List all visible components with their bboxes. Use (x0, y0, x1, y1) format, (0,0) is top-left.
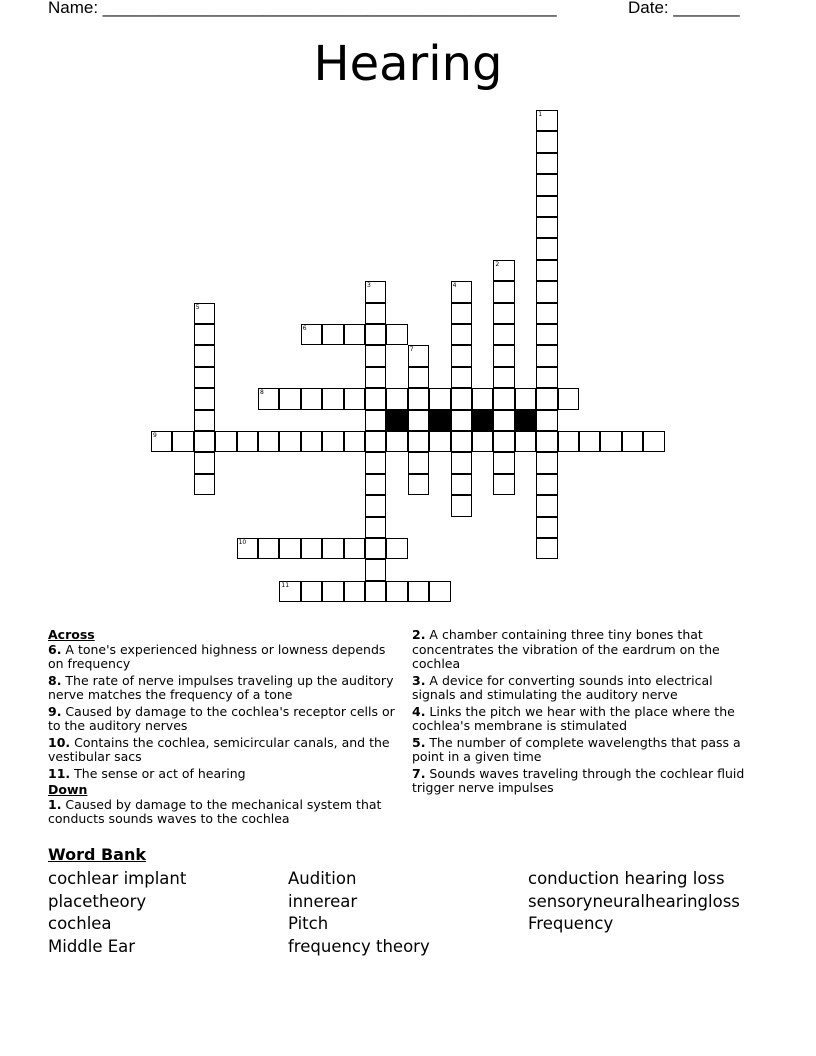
grid-cell[interactable] (215, 431, 236, 452)
grid-cell[interactable] (258, 538, 279, 559)
grid-cell[interactable] (451, 452, 472, 473)
clue-text: A chamber containing three tiny bones that concentrates the vibration of the eardrum on the cochlea (412, 627, 720, 671)
grid-cell[interactable] (493, 345, 514, 366)
grid-cell[interactable] (386, 388, 407, 409)
grid-cell[interactable] (365, 538, 386, 559)
grid-cell[interactable] (493, 452, 514, 473)
grid-cell[interactable] (301, 581, 322, 602)
grid-cell[interactable] (365, 410, 386, 431)
grid-cell[interactable] (451, 431, 472, 452)
grid-cell[interactable] (365, 281, 386, 302)
clue-num: 8. (48, 672, 62, 688)
grid-cell[interactable] (429, 431, 450, 452)
clue-item (412, 767, 758, 796)
grid-cell[interactable] (279, 538, 300, 559)
grid-cell[interactable] (365, 431, 386, 452)
clue-num: 2. (412, 627, 426, 642)
grid-cell[interactable] (536, 538, 557, 559)
grid-cell[interactable] (194, 410, 215, 431)
clue-num: 6. (48, 641, 62, 657)
clue-number: 7 (409, 346, 414, 354)
grid-cell[interactable] (493, 431, 514, 452)
clue-num: 10. (48, 734, 71, 750)
grid-cell[interactable] (344, 581, 365, 602)
grid-cell[interactable] (493, 388, 514, 409)
grid-cell[interactable] (344, 538, 365, 559)
grid-cell[interactable] (536, 367, 557, 388)
word-bank-item: sensoryneuralhearingloss (528, 891, 740, 911)
clue-num: 3. (412, 672, 426, 688)
grid-cell[interactable] (451, 345, 472, 366)
grid-cell[interactable] (386, 431, 407, 452)
grid-cell[interactable] (344, 324, 365, 345)
grid-cell[interactable] (279, 388, 300, 409)
clue-heading: Down (48, 782, 88, 797)
clue-number: 5 (195, 303, 200, 311)
clue-num: 5. (412, 734, 426, 750)
grid-cell[interactable] (579, 431, 600, 452)
grid-cell[interactable] (451, 281, 472, 302)
grid-block (472, 410, 493, 431)
grid-cell[interactable] (365, 388, 386, 409)
grid-cell[interactable] (536, 281, 557, 302)
clue-text: Links the pitch we hear with the place where the cochlea's membrane is stimulated (412, 703, 735, 733)
grid-cell[interactable] (493, 474, 514, 495)
word-bank (48, 844, 768, 968)
grid-cell[interactable] (451, 495, 472, 516)
grid-cell[interactable] (365, 324, 386, 345)
grid-cell[interactable] (493, 281, 514, 302)
grid-cell[interactable] (365, 345, 386, 366)
grid-cell[interactable] (322, 388, 343, 409)
grid-cell[interactable] (194, 388, 215, 409)
grid-cell[interactable] (536, 452, 557, 473)
clue-item (48, 643, 400, 672)
clue-number: 6 (302, 325, 307, 332)
grid-cell[interactable] (386, 581, 407, 602)
word-bank-item: innerear (288, 891, 358, 911)
grid-cell[interactable] (536, 324, 557, 345)
grid-cell[interactable] (451, 388, 472, 409)
clue-item (412, 705, 758, 734)
clue-num: 4. (412, 703, 426, 719)
grid-cell[interactable] (536, 131, 557, 152)
word-bank-item: cochlea (48, 914, 112, 934)
grid-cell[interactable] (536, 238, 557, 259)
grid-cell[interactable] (301, 324, 322, 345)
clue-text: The sense or act of hearing (70, 765, 246, 781)
clue-text: Caused by damage to the mechanical system that conducts sounds waves to the cochlea (48, 796, 382, 826)
clue-text: Contains the cochlea, semicircular canals, and the vestibular sacs (48, 734, 390, 764)
clue-item (412, 628, 758, 672)
grid-cell[interactable] (365, 559, 386, 580)
grid-cell[interactable] (451, 367, 472, 388)
grid-cell[interactable] (493, 260, 514, 281)
clue-number: 3 (367, 282, 371, 290)
grid-cell[interactable] (451, 410, 472, 431)
grid-cell[interactable] (322, 431, 343, 452)
grid-cell[interactable] (451, 303, 472, 324)
grid-cell[interactable] (237, 431, 258, 452)
grid-cell[interactable] (536, 431, 557, 452)
grid-cell[interactable] (365, 452, 386, 473)
grid-cell[interactable] (279, 581, 300, 602)
word-bank-item: frequency theory (288, 936, 430, 956)
clue-text: A tone's experienced highness or lowness depends on frequency (48, 641, 386, 671)
page-title: Hearing (313, 36, 503, 92)
grid-cell[interactable] (237, 538, 258, 559)
grid-cell[interactable] (493, 367, 514, 388)
grid-cell[interactable] (472, 388, 493, 409)
grid-cell[interactable] (536, 153, 557, 174)
grid-cell[interactable] (301, 538, 322, 559)
clue-number: 10 (238, 539, 247, 546)
grid-cell[interactable] (408, 474, 429, 495)
clue-text: The number of complete wavelengths that pass a point in a given time (412, 734, 741, 764)
grid-cell[interactable] (558, 431, 579, 452)
grid-cell[interactable] (386, 324, 407, 345)
grid-cell[interactable] (322, 581, 343, 602)
clue-number: 2 (495, 260, 500, 268)
grid-cell[interactable] (536, 474, 557, 495)
grid-cell[interactable] (258, 431, 279, 452)
clue-item (48, 798, 400, 827)
grid-cell[interactable] (194, 474, 215, 495)
clue-heading: Across (48, 627, 95, 642)
word-bank-list (48, 868, 768, 968)
grid-cell[interactable] (558, 388, 579, 409)
grid-block (386, 410, 407, 431)
grid-cell[interactable] (493, 303, 514, 324)
grid-cell[interactable] (344, 388, 365, 409)
clue-num: 11. (48, 765, 71, 781)
grid-cell[interactable] (429, 388, 450, 409)
grid-cell[interactable] (365, 495, 386, 516)
clues-left-column (48, 628, 400, 829)
clue-number: 11 (281, 581, 290, 589)
grid-cell[interactable] (515, 388, 536, 409)
grid-cell[interactable] (194, 431, 215, 452)
grid-cell[interactable] (536, 260, 557, 281)
grid-cell[interactable] (622, 431, 643, 452)
grid-cell[interactable] (408, 452, 429, 473)
clue-item (412, 674, 758, 703)
clue-item (48, 767, 400, 782)
clue-num: 1. (48, 796, 62, 812)
clue-number: 9 (153, 432, 157, 439)
clue-item (412, 736, 758, 765)
grid-cell[interactable] (301, 431, 322, 452)
word-bank-item: placetheory (48, 891, 147, 911)
grid-cell[interactable] (493, 324, 514, 345)
date-field-label: Date: _______ (628, 0, 740, 17)
grid-cell[interactable] (408, 581, 429, 602)
grid-cell[interactable] (365, 581, 386, 602)
grid-cell[interactable] (194, 367, 215, 388)
grid-cell[interactable] (365, 474, 386, 495)
clue-item (48, 674, 400, 703)
grid-cell[interactable] (151, 431, 172, 452)
grid-cell[interactable] (493, 410, 514, 431)
grid-cell[interactable] (194, 452, 215, 473)
grid-cell[interactable] (600, 431, 621, 452)
clue-text: The rate of nerve impulses traveling up the auditory nerve matches the frequency of a tone (48, 672, 394, 702)
clue-number: 4 (452, 282, 457, 290)
name-field-label: Name: ________________________________________________ (48, 0, 557, 17)
grid-cell[interactable] (408, 367, 429, 388)
grid-cell[interactable] (194, 303, 215, 324)
grid-cell[interactable] (536, 410, 557, 431)
clue-num: 9. (48, 703, 62, 719)
grid-cell[interactable] (344, 431, 365, 452)
grid-cell[interactable] (322, 538, 343, 559)
grid-cell[interactable] (365, 367, 386, 388)
clue-text: Sounds waves traveling through the cochlear fluid trigger nerve impulses (412, 765, 745, 795)
word-bank-item: Frequency (528, 914, 614, 934)
grid-cell[interactable] (172, 431, 193, 452)
word-bank-item: Pitch (288, 914, 329, 934)
grid-cell[interactable] (194, 324, 215, 345)
grid-cell[interactable] (365, 303, 386, 324)
grid-cell[interactable] (536, 495, 557, 516)
clues-right-column (412, 628, 758, 798)
grid-cell[interactable] (451, 474, 472, 495)
grid-cell[interactable] (536, 174, 557, 195)
clue-item (48, 705, 400, 734)
word-bank-item: conduction hearing loss (528, 869, 725, 888)
grid-cell[interactable] (536, 196, 557, 217)
grid-block (515, 410, 536, 431)
word-bank-item: cochlear implant (48, 869, 187, 888)
word-bank-item: Audition (288, 869, 357, 888)
grid-cell[interactable] (408, 431, 429, 452)
grid-cell[interactable] (301, 388, 322, 409)
grid-cell[interactable] (536, 110, 557, 131)
clue-num: 7. (412, 765, 426, 781)
grid-cell[interactable] (429, 581, 450, 602)
grid-cell[interactable] (194, 345, 215, 366)
grid-cell[interactable] (536, 217, 557, 238)
grid-cell[interactable] (536, 345, 557, 366)
clue-number: 8 (260, 389, 264, 397)
clue-text: A device for converting sounds into electrical signals and stimulating the auditory nerve (412, 672, 713, 702)
grid-cell[interactable] (536, 303, 557, 324)
grid-cell[interactable] (536, 388, 557, 409)
grid-cell[interactable] (515, 431, 536, 452)
grid-cell[interactable] (408, 345, 429, 366)
grid-cell[interactable] (472, 431, 493, 452)
word-bank-title: Word Bank (48, 845, 147, 864)
grid-cell[interactable] (408, 388, 429, 409)
grid-cell[interactable] (408, 410, 429, 431)
grid-cell[interactable] (365, 517, 386, 538)
clue-text: Caused by damage to the cochlea's receptor cells or to the auditory nerves (48, 703, 395, 733)
grid-cell[interactable] (322, 324, 343, 345)
grid-block (429, 410, 450, 431)
word-bank-item: Middle Ear (48, 936, 136, 956)
grid-cell[interactable] (258, 388, 279, 409)
clue-item (48, 736, 400, 765)
clue-number: 1 (538, 111, 543, 118)
grid-cell[interactable] (536, 517, 557, 538)
grid-cell[interactable] (386, 538, 407, 559)
grid-cell[interactable] (451, 324, 472, 345)
grid-cell[interactable] (643, 431, 664, 452)
grid-cell[interactable] (279, 431, 300, 452)
